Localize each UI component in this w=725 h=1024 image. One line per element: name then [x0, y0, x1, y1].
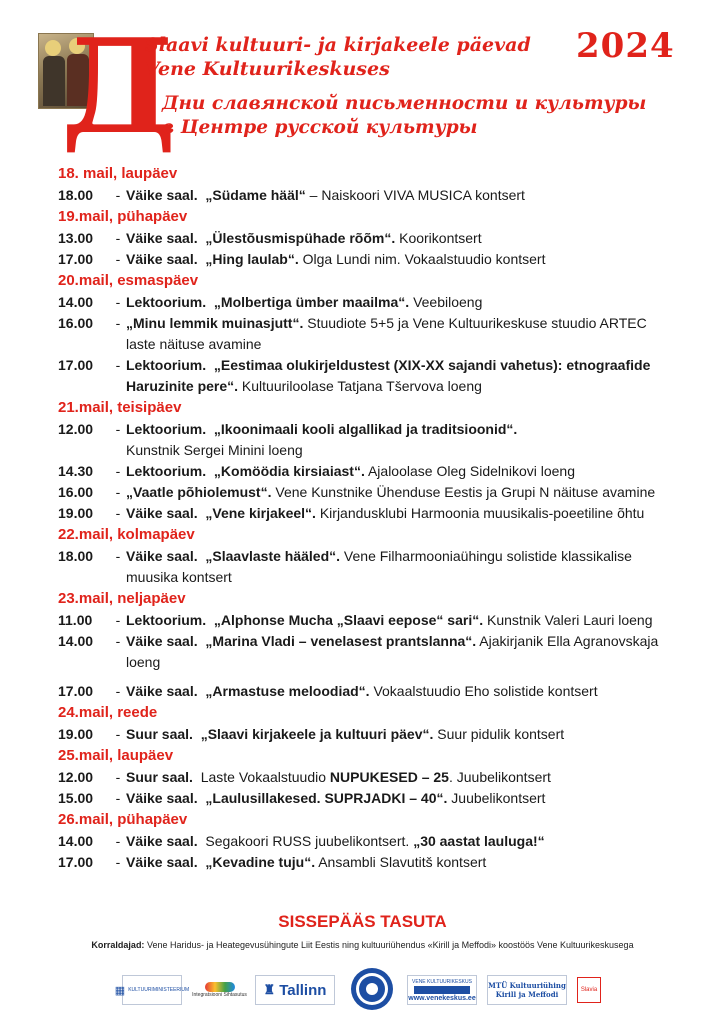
event-venue: Väike saal.: [126, 230, 198, 246]
event-title: „Kevadine tuju“.: [205, 854, 316, 870]
event-venue: Lektoorium.: [126, 612, 207, 628]
poster-header: [0, 0, 725, 163]
event-description: Kunstnik Valeri Lauri loeng: [483, 612, 653, 628]
event-schedule: [58, 163, 678, 873]
event-description: Veebiloeng: [409, 294, 483, 310]
event-row: [58, 419, 678, 461]
event-body: [126, 546, 678, 588]
day-heading: 18. mail, laupäev: [58, 165, 178, 182]
event-body: [126, 852, 678, 873]
event-venue: Väike saal.: [126, 633, 198, 649]
event-description: Vene Kunstnike Ühenduse Eestis ja Grupi N näituse avamine: [271, 484, 656, 500]
event-description: Kirjandusklubi Harmoonia muusikalis-poeetiline õhtu: [315, 505, 645, 521]
mtu-kirill-ja-meffodi-logo: MTÜ Kultuuriühing Kirill ja Meffodi: [487, 975, 567, 1005]
integratsiooni-sihtasutus-logo: Integratsiooni Sihtasutus: [192, 975, 247, 1005]
event-time: 14.00: [58, 633, 94, 649]
event-row: [58, 461, 678, 482]
event-body: [126, 292, 678, 313]
event-description: Ansambli Slavutitš kontsert: [315, 854, 487, 870]
seal-emblem-logo: [350, 967, 394, 1011]
event-title: „Slaavi kirjakeele ja kultuuri päev“.: [200, 726, 434, 742]
event-row: [58, 185, 678, 206]
dash: -: [115, 633, 121, 649]
event-venue: Väike saal.: [126, 833, 198, 849]
event-venue: Väike saal.: [126, 187, 198, 203]
day-heading: 21.mail, teisipäev: [58, 399, 182, 416]
event-row: [58, 767, 678, 788]
event-venue: Väike saal.: [126, 505, 198, 521]
event-row: [58, 681, 678, 702]
event-row: [58, 249, 678, 270]
event-body: [126, 482, 678, 503]
tallinn-logo: ♜ Tallinn: [255, 975, 335, 1005]
event-description: Koorikontsert: [395, 230, 482, 246]
event-time: 19.00: [58, 505, 94, 521]
event-row: [58, 292, 678, 313]
event-body: [126, 185, 678, 206]
event-title: „Molbertiga ümber maailma“.: [213, 294, 410, 310]
event-time: 14.00: [58, 294, 94, 310]
event-body: [126, 788, 678, 809]
event-body: [126, 461, 678, 482]
event-row: [58, 831, 678, 852]
event-description-cont: loeng: [126, 654, 161, 670]
venekeskus-logo: VENE KULTUURIKESKUS www.venekeskus.ee: [407, 975, 477, 1005]
event-description-cont: laste näituse avamine: [126, 336, 262, 352]
event-title: „Marina Vladi – venelasest prantslanna“.: [205, 633, 477, 649]
event-venue: Lektoorium.: [126, 294, 207, 310]
event-venue: Väike saal.: [126, 251, 198, 267]
title-estonian: Slaavi kultuuri- ja kirjakeele päevad Vene Kultuurikeskuses: [145, 34, 531, 80]
day-heading: 19.mail, pühapäev: [58, 208, 188, 225]
event-body: [126, 767, 678, 788]
day-heading: 23.mail, neljapäev: [58, 590, 186, 607]
event-row: [58, 610, 678, 631]
event-title: „Slaavlaste hääled“.: [205, 548, 341, 564]
slavia-logo: Slavia: [577, 977, 601, 1003]
event-description: Juubelikontsert: [447, 790, 546, 806]
day-heading: 25.mail, laupäev: [58, 747, 174, 764]
event-title: „Südame hääl“: [205, 187, 306, 203]
dash: -: [115, 463, 121, 479]
sponsor-logos: [114, 965, 612, 1011]
event-time: 14.00: [58, 833, 94, 849]
event-time: 14.30: [58, 463, 94, 479]
event-description: Ajaloolase Oleg Sidelnikovi loeng: [364, 463, 575, 479]
event-time: 15.00: [58, 790, 94, 806]
event-description: Stuudiote 5+5 ja Vene Kultuurikeskuse stuudio ARTEC: [303, 315, 647, 331]
event-title: „Laulusillakesed. SUPRJADKI – 40“.: [205, 790, 448, 806]
event-description: Segakoori RUSS juubelikontsert.: [205, 833, 414, 849]
day-heading: 22.mail, kolmapäev: [58, 526, 195, 543]
event-time: 11.00: [58, 612, 93, 628]
dash: -: [115, 230, 121, 246]
event-row: [58, 631, 678, 673]
event-title: „Armastuse meloodiad“.: [205, 683, 370, 699]
event-venue: Suur saal.: [126, 769, 193, 785]
event-body: [126, 831, 678, 852]
event-venue: Lektoorium.: [126, 421, 207, 437]
dash: -: [115, 421, 121, 437]
event-title: „Alphonse Mucha „Slaavi eepose“ sari“.: [213, 612, 484, 628]
event-highlight: NUPUKESED – 25: [329, 769, 449, 785]
year: 2024: [576, 26, 675, 66]
dash: -: [115, 726, 121, 742]
dash: -: [115, 612, 121, 628]
event-description: Olga Lundi nim. Vokaalstuudio kontsert: [298, 251, 546, 267]
event-description: Vokaalstuudio Eho solistide kontsert: [369, 683, 598, 699]
kultuuriministeerium-logo: ▦ KULTUURIMINISTEERIUM: [122, 975, 182, 1005]
event-time: 17.00: [58, 854, 94, 870]
event-row: [58, 724, 678, 745]
event-title: „Vaatle põhiolemust“.: [126, 484, 272, 500]
event-body: [126, 631, 678, 673]
event-title: „Vene kirjakeel“.: [205, 505, 316, 521]
event-time: 19.00: [58, 726, 94, 742]
event-row: [58, 852, 678, 873]
event-body: [126, 419, 678, 461]
event-body: [126, 503, 678, 524]
event-row: [58, 482, 678, 503]
event-description-cont: muusika kontsert: [126, 569, 232, 585]
event-time: 18.00: [58, 187, 94, 203]
event-description-after: . Juubelikontsert: [448, 769, 551, 785]
dash: -: [115, 505, 121, 521]
event-body: [126, 355, 678, 397]
event-time: 17.00: [58, 683, 94, 699]
event-time: 18.00: [58, 548, 94, 564]
event-row: [58, 788, 678, 809]
day-heading: 20.mail, esmaspäev: [58, 272, 199, 289]
event-title: „Minu lemmik muinasjutt“.: [126, 315, 304, 331]
event-title: „Komöödia kirsiaiast“.: [213, 463, 365, 479]
title-russian: Дни славянской письменности и культуры в Центре русской культуры: [162, 93, 647, 138]
event-row: [58, 503, 678, 524]
event-time: 17.00: [58, 251, 94, 267]
svg-text:Д: Д: [61, 10, 177, 163]
event-description: Vene Filharmooniaühingu solistide klassikalise: [340, 548, 632, 564]
dash: -: [115, 315, 121, 331]
dash: -: [115, 854, 121, 870]
event-time: 13.00: [58, 230, 94, 246]
day-heading: 26.mail, pühapäev: [58, 811, 188, 828]
event-venue: Väike saal.: [126, 854, 198, 870]
event-time: 17.00: [58, 357, 94, 373]
event-venue: Väike saal.: [126, 683, 198, 699]
event-time: 16.00: [58, 315, 94, 331]
dash: -: [115, 484, 121, 500]
event-venue: Lektoorium.: [126, 357, 207, 373]
dash: -: [115, 294, 121, 310]
event-time: 16.00: [58, 484, 94, 500]
event-highlight: „30 aastat lauluga!“: [413, 833, 545, 849]
dash: -: [115, 683, 121, 699]
event-venue: Suur saal.: [126, 726, 193, 742]
event-row: [58, 313, 678, 355]
free-entry-notice: SISSEPÄÄS TASUTA: [278, 912, 447, 931]
event-description: Laste Vokaalstuudio: [200, 769, 330, 785]
event-time: 12.00: [58, 421, 94, 437]
dash: -: [115, 790, 121, 806]
event-row: [58, 355, 678, 397]
event-description: – Naiskoori VIVA MUSICA kontsert: [305, 187, 525, 203]
event-body: [126, 249, 678, 270]
event-title-cont: Haruzinite pere“.: [126, 378, 239, 394]
event-title: „Ikoonimaali kooli algallikad ja traditsioonid“.: [213, 421, 518, 437]
event-time: 12.00: [58, 769, 94, 785]
dash: -: [115, 769, 121, 785]
event-title: „Eestimaa olukirjeldustest (XIX-XX sajandi vahetus): etnograafide: [213, 357, 651, 373]
event-description-cont: Kunstnik Sergei Minini loeng: [126, 442, 303, 458]
dash: -: [115, 548, 121, 564]
dash: -: [115, 251, 121, 267]
event-description: Suur pidulik kontsert: [433, 726, 565, 742]
event-title: „Hing laulab“.: [205, 251, 299, 267]
event-body: [126, 724, 678, 745]
event-description: Ajakirjanik Ella Agranovskaja: [476, 633, 659, 649]
event-body: [126, 610, 678, 631]
dash: -: [115, 187, 121, 203]
event-venue: Väike saal.: [126, 548, 198, 564]
event-venue: Lektoorium.: [126, 463, 207, 479]
event-venue: Väike saal.: [126, 790, 198, 806]
event-row: [58, 546, 678, 588]
event-row: [58, 228, 678, 249]
event-title: „Ülestõusmispühade rõõm“.: [205, 230, 396, 246]
event-body: [126, 228, 678, 249]
organizers-line: Korraldajad: Vene Haridus- ja Heategevusühingute Liit Eestis ning kultuuriühendus «Kirill ja Meffodi» koostöös Vene Kultuurikeskusega: [91, 940, 634, 950]
event-body: [126, 681, 678, 702]
dash: -: [115, 833, 121, 849]
dash: -: [115, 357, 121, 373]
event-body: [126, 313, 678, 355]
day-heading: 24.mail, reede: [58, 704, 158, 721]
event-description-cont: Kultuuriloolase Tatjana Tšervova loeng: [238, 378, 482, 394]
